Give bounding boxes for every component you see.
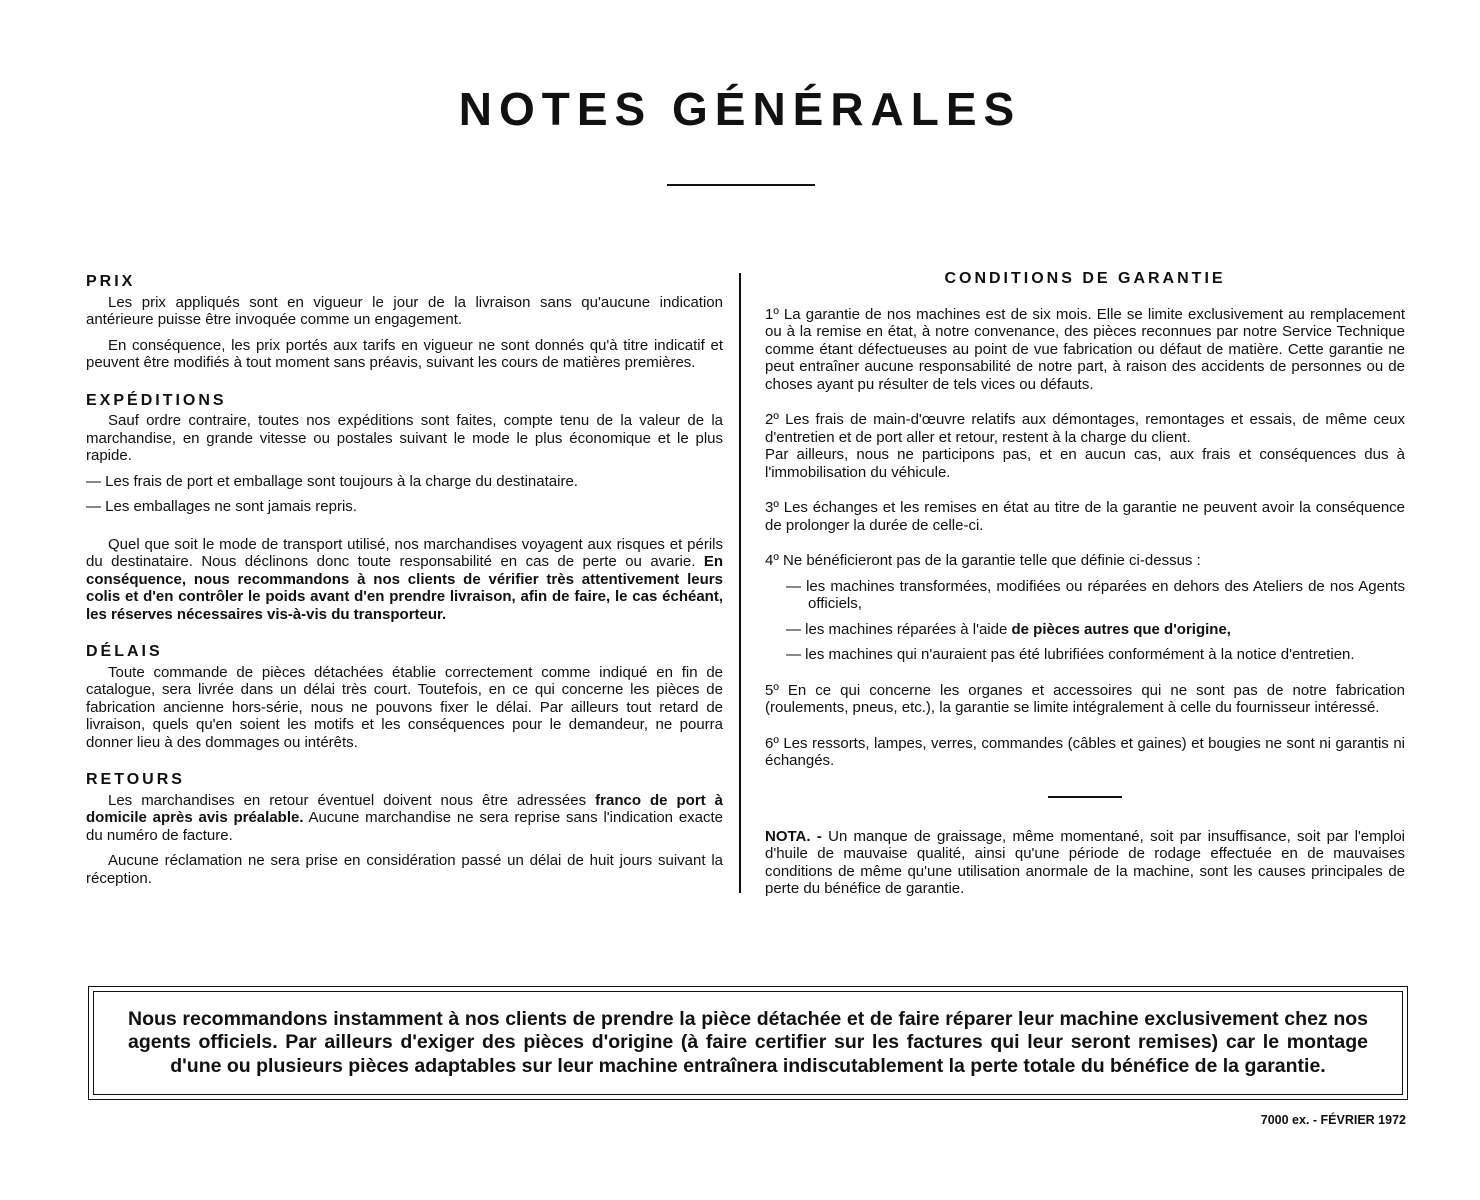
- garantie-exclusion-2: [765, 621, 1405, 639]
- heading-garantie: CONDITIONS DE GARANTIE: [944, 270, 1226, 287]
- expeditions-dash-1: — Les frais de port et emballage sont toujours à la charge du destinataire.: [86, 472, 578, 490]
- expeditions-dash-2: — Les emballages ne sont jamais repris.: [86, 498, 357, 515]
- heading-retours: RETOURS: [86, 771, 185, 788]
- garantie-exclusion-3: — les machines qui n'auraient pas été lubrifiées conformément à la notice d'entretien.: [786, 646, 1355, 663]
- section-prix: [86, 273, 723, 372]
- garantie-items: [765, 306, 1405, 770]
- garantie-item-4: 4º Ne bénéficieront pas de la garantie telle que définie ci-dessus :: [765, 552, 1201, 569]
- prix-paragraph-2: En conséquence, les prix portés aux tarifs en vigueur ne sont donnés qu'à titre indicatif et peuvent être modifiés à tout moment sans préavis, suivant les cours de matières premières.: [86, 336, 723, 371]
- nota-text: Un manque de graissage, même momentané, soit par insuffisance, soit par l'emploi d'huile de mauvaise qualité, ainsi qu'une période de rodage effectuée en de mauvaises conditions de même qu'une utilisation anormale de la machine, sont les causes principales de perte du bénéfice de garantie.: [765, 827, 1405, 897]
- retours-text-c: Aucune marchandise ne sera reprise sans l'indication exacte du numéro de facture.: [86, 809, 724, 844]
- retours-paragraph-1: [86, 792, 723, 845]
- nota-paragraph: [765, 828, 1405, 898]
- retours-paragraph-2: Aucune réclamation ne sera prise en considération passé un délai de huit jours suivant la réception.: [86, 852, 723, 887]
- right-column: [765, 270, 1405, 898]
- heading-expeditions: EXPÉDITIONS: [86, 391, 227, 409]
- garantie-item-1: 1º La garantie de nos machines est de six mois. Elle se limite exclusivement au remplacement ou à la remise en état, à notre convenance, des pièces reconnues par notre Service Technique comme étant défectueuses au point de vue fabrication ou défaut de matière. Cette garantie ne peut entraîner aucune responsabilité de notre part, à raison des accidents de personnes ou de choses ayant pu résulter de tels vices ou défauts.: [765, 305, 1405, 393]
- delais-paragraph: Toute commande de pièces détachées établie correctement comme indiqué en fin de catalogue, sera livrée dans un délai très court. Toutefois, en ce qui concerne les pièces de fabrication ancienne hors-série, nous ne pouvons fixer le délai. Par ailleurs tout retard de livraison, quels qu'en soient les motifs et les conséquences pour le demandeur, ne pourra donner lieu à des dommages ou intérêts.: [86, 663, 723, 751]
- garantie-item-2-continued: Par ailleurs, nous ne participons pas, et en aucun cas, aux frais et conséquences dus à l'immobilisation du véhicule.: [765, 446, 1405, 481]
- section-retours: [86, 771, 723, 887]
- garantie-item-5: 5º En ce qui concerne les organes et accessoires qui ne sont pas de notre fabrication (roulements, pneus, etc.), la garantie se limite intégralement à celle du fournisseur intéressé.: [765, 681, 1405, 716]
- garantie-exclusion-1: — les machines transformées, modifiées ou réparées en dehors des Ateliers de nos Agents officiels,: [786, 577, 1405, 612]
- notice-box: [88, 986, 1408, 1100]
- right-divider-rule: [1048, 796, 1122, 798]
- nota-label: NOTA. -: [765, 827, 822, 845]
- exclusion-2-text: — les machines réparées à l'aide: [786, 620, 1008, 638]
- page-title: NOTES GÉNÉRALES: [458, 83, 1022, 135]
- notice-text: Nous recommandons instamment à nos clients de prendre la pièce détachée et de faire réparer leur machine exclusivement chez nos agents officiels. Par ailleurs d'exiger des pièces d'origine (à faire certifier sur les factures qui leur seront remises) car le montage d'une ou plusieurs pièces adaptables sur leur machine entraînera indiscutablement la perte totale du bénéfice de la garantie.: [128, 1007, 1368, 1077]
- print-run-date: 7000 ex. - FÉVRIER 1972: [1260, 1113, 1406, 1127]
- heading-delais: DÉLAIS: [86, 643, 163, 660]
- column-divider: [739, 273, 741, 893]
- garantie-item-6: 6º Les ressorts, lampes, verres, commandes (câbles et gaines) et bougies ne sont ni garantis ni échangés.: [765, 734, 1405, 769]
- section-expeditions: [86, 392, 723, 624]
- left-column: [86, 273, 723, 887]
- exclusion-2-bold: de pièces autres que d'origine,: [1011, 620, 1231, 638]
- prix-paragraph-1: Les prix appliqués sont en vigueur le jour de la livraison sans qu'aucune indication antérieure puisse être invoquée comme un engagement.: [86, 293, 723, 328]
- retours-text-a: Les marchandises en retour éventuel doivent nous être adressées: [108, 791, 587, 809]
- expeditions-paragraph-2: [86, 536, 723, 624]
- expeditions-paragraph-1: Sauf ordre contraire, toutes nos expéditions sont faites, compte tenu de la valeur de la marchandise, en grande vitesse ou postales suivant le mode le plus économique et le plus rapide.: [86, 412, 723, 464]
- title-underline: [667, 184, 815, 186]
- garantie-item-2: 2º Les frais de main-d'œuvre relatifs aux démontages, remontages et essais, de même ceux d'entretien et de port aller et retour, restent à la charge du client.: [765, 411, 1405, 446]
- retours-text-bold: franco de port à domicile après avis préalable.: [86, 791, 723, 826]
- expeditions-recommendation: En conséquence, nous recommandons à nos clients de vérifier très attentivement leurs colis et d'en contrôler le poids avant d'en prendre livraison, afin de faire, le cas échéant, les réserves nécessaires vis-à-vis du transporteur.: [86, 553, 724, 623]
- section-delais: [86, 643, 723, 751]
- expeditions-risk-text: Quel que soit le mode de transport utilisé, nos marchandises voyagent aux risques et périls du destinataire. Nous déclinons donc toute responsabilité en cas de perte ou avarie.: [86, 535, 723, 570]
- heading-prix: PRIX: [86, 273, 136, 290]
- garantie-item-3: 3º Les échanges et les remises en état au titre de la garantie ne peuvent avoir la conséquence de prolonger la durée de celle-ci.: [765, 499, 1405, 534]
